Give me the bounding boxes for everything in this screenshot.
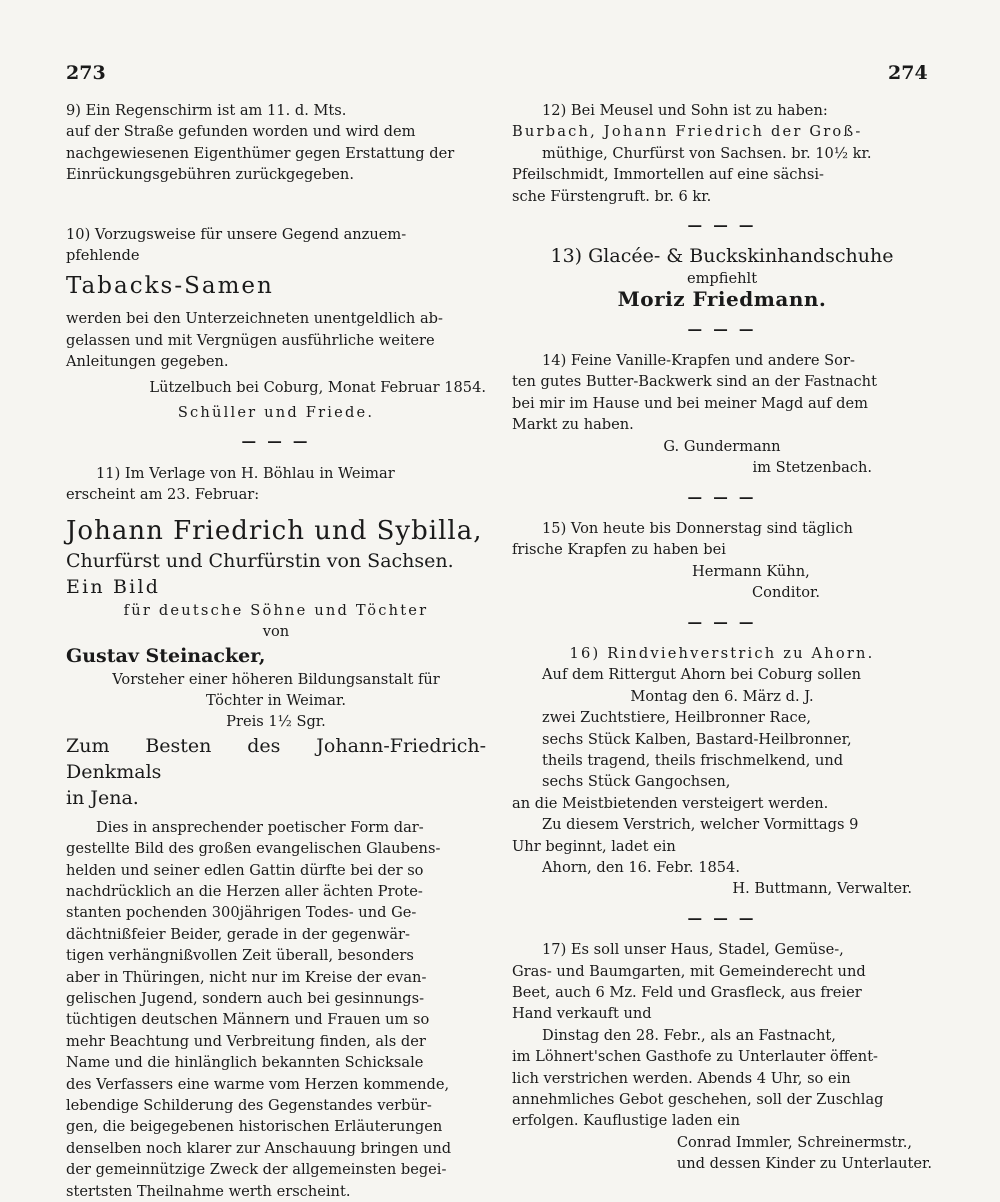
author-desc: Töchter in Weimar. bbox=[205, 691, 346, 709]
text-line: nachdrücklich an die Herzen aller ächten Prote- bbox=[66, 882, 423, 900]
notice-krapfen-daily bbox=[512, 518, 932, 604]
notice-cattle-auction bbox=[512, 643, 932, 900]
text-line: auf der Straße gefunden worden und wird dem bbox=[66, 123, 416, 141]
text-line: erfolgen. Kauflustige laden ein bbox=[512, 1112, 740, 1130]
text-line: müthige, Churfürst von Sachsen. br. 10½ kr. bbox=[542, 144, 872, 162]
signature: G. Gundermann bbox=[663, 437, 781, 455]
text-line: Gras- und Baumgarten, mit Gemeinderecht und bbox=[512, 962, 866, 980]
text-line: Dies in ansprechender poetischer Form dar- bbox=[96, 818, 424, 836]
text-line: sechs Stück Kalben, Bastard-Heilbronner, bbox=[542, 730, 852, 748]
signature: Conditor. bbox=[752, 584, 821, 602]
signature: Hermann Kühn, bbox=[692, 562, 810, 580]
book-author: Gustav Steinacker, bbox=[66, 644, 266, 667]
divider: — — — bbox=[687, 217, 757, 235]
signature: H. Buttmann, Verwalter. bbox=[732, 880, 912, 898]
divider: — — — bbox=[687, 320, 757, 338]
text-line: 17) Es soll unser Haus, Stadel, Gemüse-, bbox=[542, 941, 844, 959]
text-line: gen, die beigegebenen historischen Erläuterungen bbox=[66, 1118, 443, 1136]
text-line: tigen verhängnißvollen Zeit überall, besonders bbox=[66, 947, 414, 965]
place-date: Lützelbuch bei Coburg, Monat Februar 1854. bbox=[149, 378, 486, 396]
notice-house-sale bbox=[512, 939, 932, 1174]
divider: — — — bbox=[687, 488, 757, 506]
text-line: dächtnißfeier Beider, gerade in der gegenwär- bbox=[66, 925, 410, 943]
text-line: Beet, auch 6 Mz. Feld und Grasfleck, aus freier bbox=[512, 984, 862, 1002]
book-benefit: Zum Besten des Johann-Friedrich-Denkmals bbox=[66, 734, 486, 783]
text-line: Pfeilschmidt, Immortellen auf eine sächsi- bbox=[512, 166, 824, 184]
page-number-right: 274 bbox=[888, 62, 928, 84]
text-line: lebendige Schilderung des Gegenstandes verbür- bbox=[66, 1097, 432, 1114]
book-von: von bbox=[262, 623, 290, 641]
text-line: 10) Vorzugsweise für unsere Gegend anzuem- bbox=[66, 225, 407, 243]
text-line: 9) Ein Regenschirm ist am 11. d. Mts. bbox=[66, 102, 347, 119]
divider: — — — bbox=[241, 433, 311, 451]
text-line: Auf dem Rittergut Ahorn bei Coburg sollen bbox=[542, 666, 861, 684]
text-line: im Löhnert'schen Gasthofe zu Unterlauter öffent- bbox=[512, 1048, 878, 1066]
page-number-left: 273 bbox=[66, 62, 106, 84]
book-title-line1: Johann Friedrich und Sybilla, bbox=[66, 515, 483, 546]
notice-krapfen-vanilla bbox=[512, 350, 932, 478]
book-title-line2: Churfürst und Churfürstin von Sachsen. bbox=[66, 549, 454, 572]
book-title-line3: Ein Bild bbox=[66, 575, 161, 598]
signature: und dessen Kinder zu Unterlauter. bbox=[676, 1155, 932, 1173]
text-line: Ahorn, den 16. Febr. 1854. bbox=[542, 859, 740, 876]
text-line: helden und seiner edlen Gattin dürfte bei der so bbox=[66, 861, 424, 879]
text-line: theils tragend, theils frischmelkend, und bbox=[542, 751, 844, 769]
book-price: Preis 1½ Sgr. bbox=[226, 713, 326, 731]
text-line: sechs Stück Gangochsen, bbox=[542, 773, 731, 791]
tobacco-title: Tabacks-Samen bbox=[66, 273, 274, 300]
text-line: zwei Zuchtstiere, Heilbronner Race, bbox=[542, 709, 811, 727]
merchant-name: Moriz Friedmann. bbox=[617, 287, 827, 312]
text-line: bei mir im Hause und bei meiner Magd auf dem bbox=[512, 394, 868, 412]
text-line: Dinstag den 28. Febr., als an Fastnacht, bbox=[542, 1026, 836, 1044]
text-line: Anleitungen gegeben. bbox=[66, 353, 229, 371]
text-line: Burbach, Johann Friedrich der Groß- bbox=[512, 123, 863, 141]
gloves-sub: empfiehlt bbox=[686, 269, 758, 287]
signature: im Stetzenbach. bbox=[752, 459, 872, 477]
signature: Schüller und Friede. bbox=[177, 404, 375, 422]
text-line: des Verfassers eine warme vom Herzen kommende, bbox=[66, 1075, 450, 1093]
notice-gloves bbox=[512, 246, 932, 310]
text-line: stertsten Theilnahme werth erscheint. bbox=[66, 1182, 351, 1200]
text-line: Einrückungsgebühren zurückgegeben. bbox=[66, 166, 354, 184]
text-line: Uhr beginnt, ladet ein bbox=[512, 837, 676, 855]
notice-umbrella bbox=[66, 100, 486, 186]
text-line: sche Fürstengruft. br. 6 kr. bbox=[512, 187, 712, 205]
right-column bbox=[512, 100, 932, 1175]
text-line: erscheint am 23. Februar: bbox=[66, 486, 260, 504]
book-benefit: in Jena. bbox=[66, 786, 139, 809]
author-desc: Vorsteher einer höheren Bildungsanstalt für bbox=[112, 670, 440, 688]
text-line: tüchtigen deutschen Männern und Frauen um so bbox=[66, 1011, 430, 1029]
text-line: Hand verkauft und bbox=[512, 1005, 652, 1023]
text-line: Name und die hinlänglich bekannten Schicksale bbox=[66, 1054, 424, 1072]
text-line: Zu diesem Verstrich, welcher Vormittags 9 bbox=[542, 816, 859, 834]
text-line: stanten pochenden 300jährigen Todes- und Ge- bbox=[66, 904, 417, 922]
text-line: 15) Von heute bis Donnerstag sind täglich bbox=[542, 519, 853, 537]
text-line: an die Meistbietenden versteigert werden. bbox=[512, 794, 829, 812]
text-line: frische Krapfen zu haben bei bbox=[512, 541, 726, 559]
divider: — — — bbox=[687, 613, 757, 631]
auction-title: 16) Rindviehverstrich zu Ahorn. bbox=[569, 644, 875, 662]
book-title-line4: für deutsche Söhne und Töchter bbox=[123, 601, 429, 619]
text-line: nachgewiesenen Eigenthümer gegen Erstattung der bbox=[66, 144, 455, 162]
divider: — — — bbox=[687, 909, 757, 927]
text-line: annehmliches Gebot geschehen, soll der Zuschlag bbox=[512, 1091, 884, 1109]
text-line: 14) Feine Vanille-Krapfen und andere Sor- bbox=[542, 352, 855, 370]
gloves-headline: 13) Glacée- & Buckskinhandschuhe bbox=[550, 245, 894, 268]
notice-tobacco-seeds bbox=[66, 224, 486, 424]
text-line: Montag den 6. März d. J. bbox=[630, 687, 814, 705]
text-line: mehr Beachtung und Verbreitung finden, als der bbox=[66, 1032, 426, 1050]
text-line: Markt zu haben. bbox=[512, 416, 634, 434]
text-line: lich verstrichen werden. Abends 4 Uhr, so ein bbox=[512, 1069, 851, 1087]
text-line: werden bei den Unterzeichneten unentgeldlich ab- bbox=[66, 310, 443, 328]
text-line: gestellte Bild des großen evangelischen Glaubens- bbox=[66, 840, 441, 858]
text-line: aber in Thüringen, nicht nur im Kreise der evan- bbox=[66, 968, 427, 986]
left-column bbox=[66, 100, 486, 1202]
text-line: gelischen Jugend, sondern auch bei gesinnungs- bbox=[66, 989, 425, 1007]
text-line: pfehlende bbox=[66, 247, 140, 265]
signature: Conrad Immler, Schreinermstr., bbox=[676, 1133, 912, 1151]
text-line: 12) Bei Meusel und Sohn ist zu haben: bbox=[542, 102, 828, 119]
text-line: denselben noch klarer zur Anschauung bringen und bbox=[66, 1139, 452, 1157]
text-line: der gemeinnützige Zweck der allgemeinsten begei- bbox=[66, 1161, 447, 1179]
notice-book-announcement bbox=[66, 463, 486, 1202]
notice-booksellers bbox=[512, 100, 932, 207]
text-line: 11) Im Verlage von H. Böhlau in Weimar bbox=[96, 464, 395, 482]
text-line: gelassen und mit Vergnügen ausführliche weitere bbox=[66, 331, 435, 349]
text-line: ten gutes Butter-Backwerk sind an der Fastnacht bbox=[512, 373, 877, 391]
